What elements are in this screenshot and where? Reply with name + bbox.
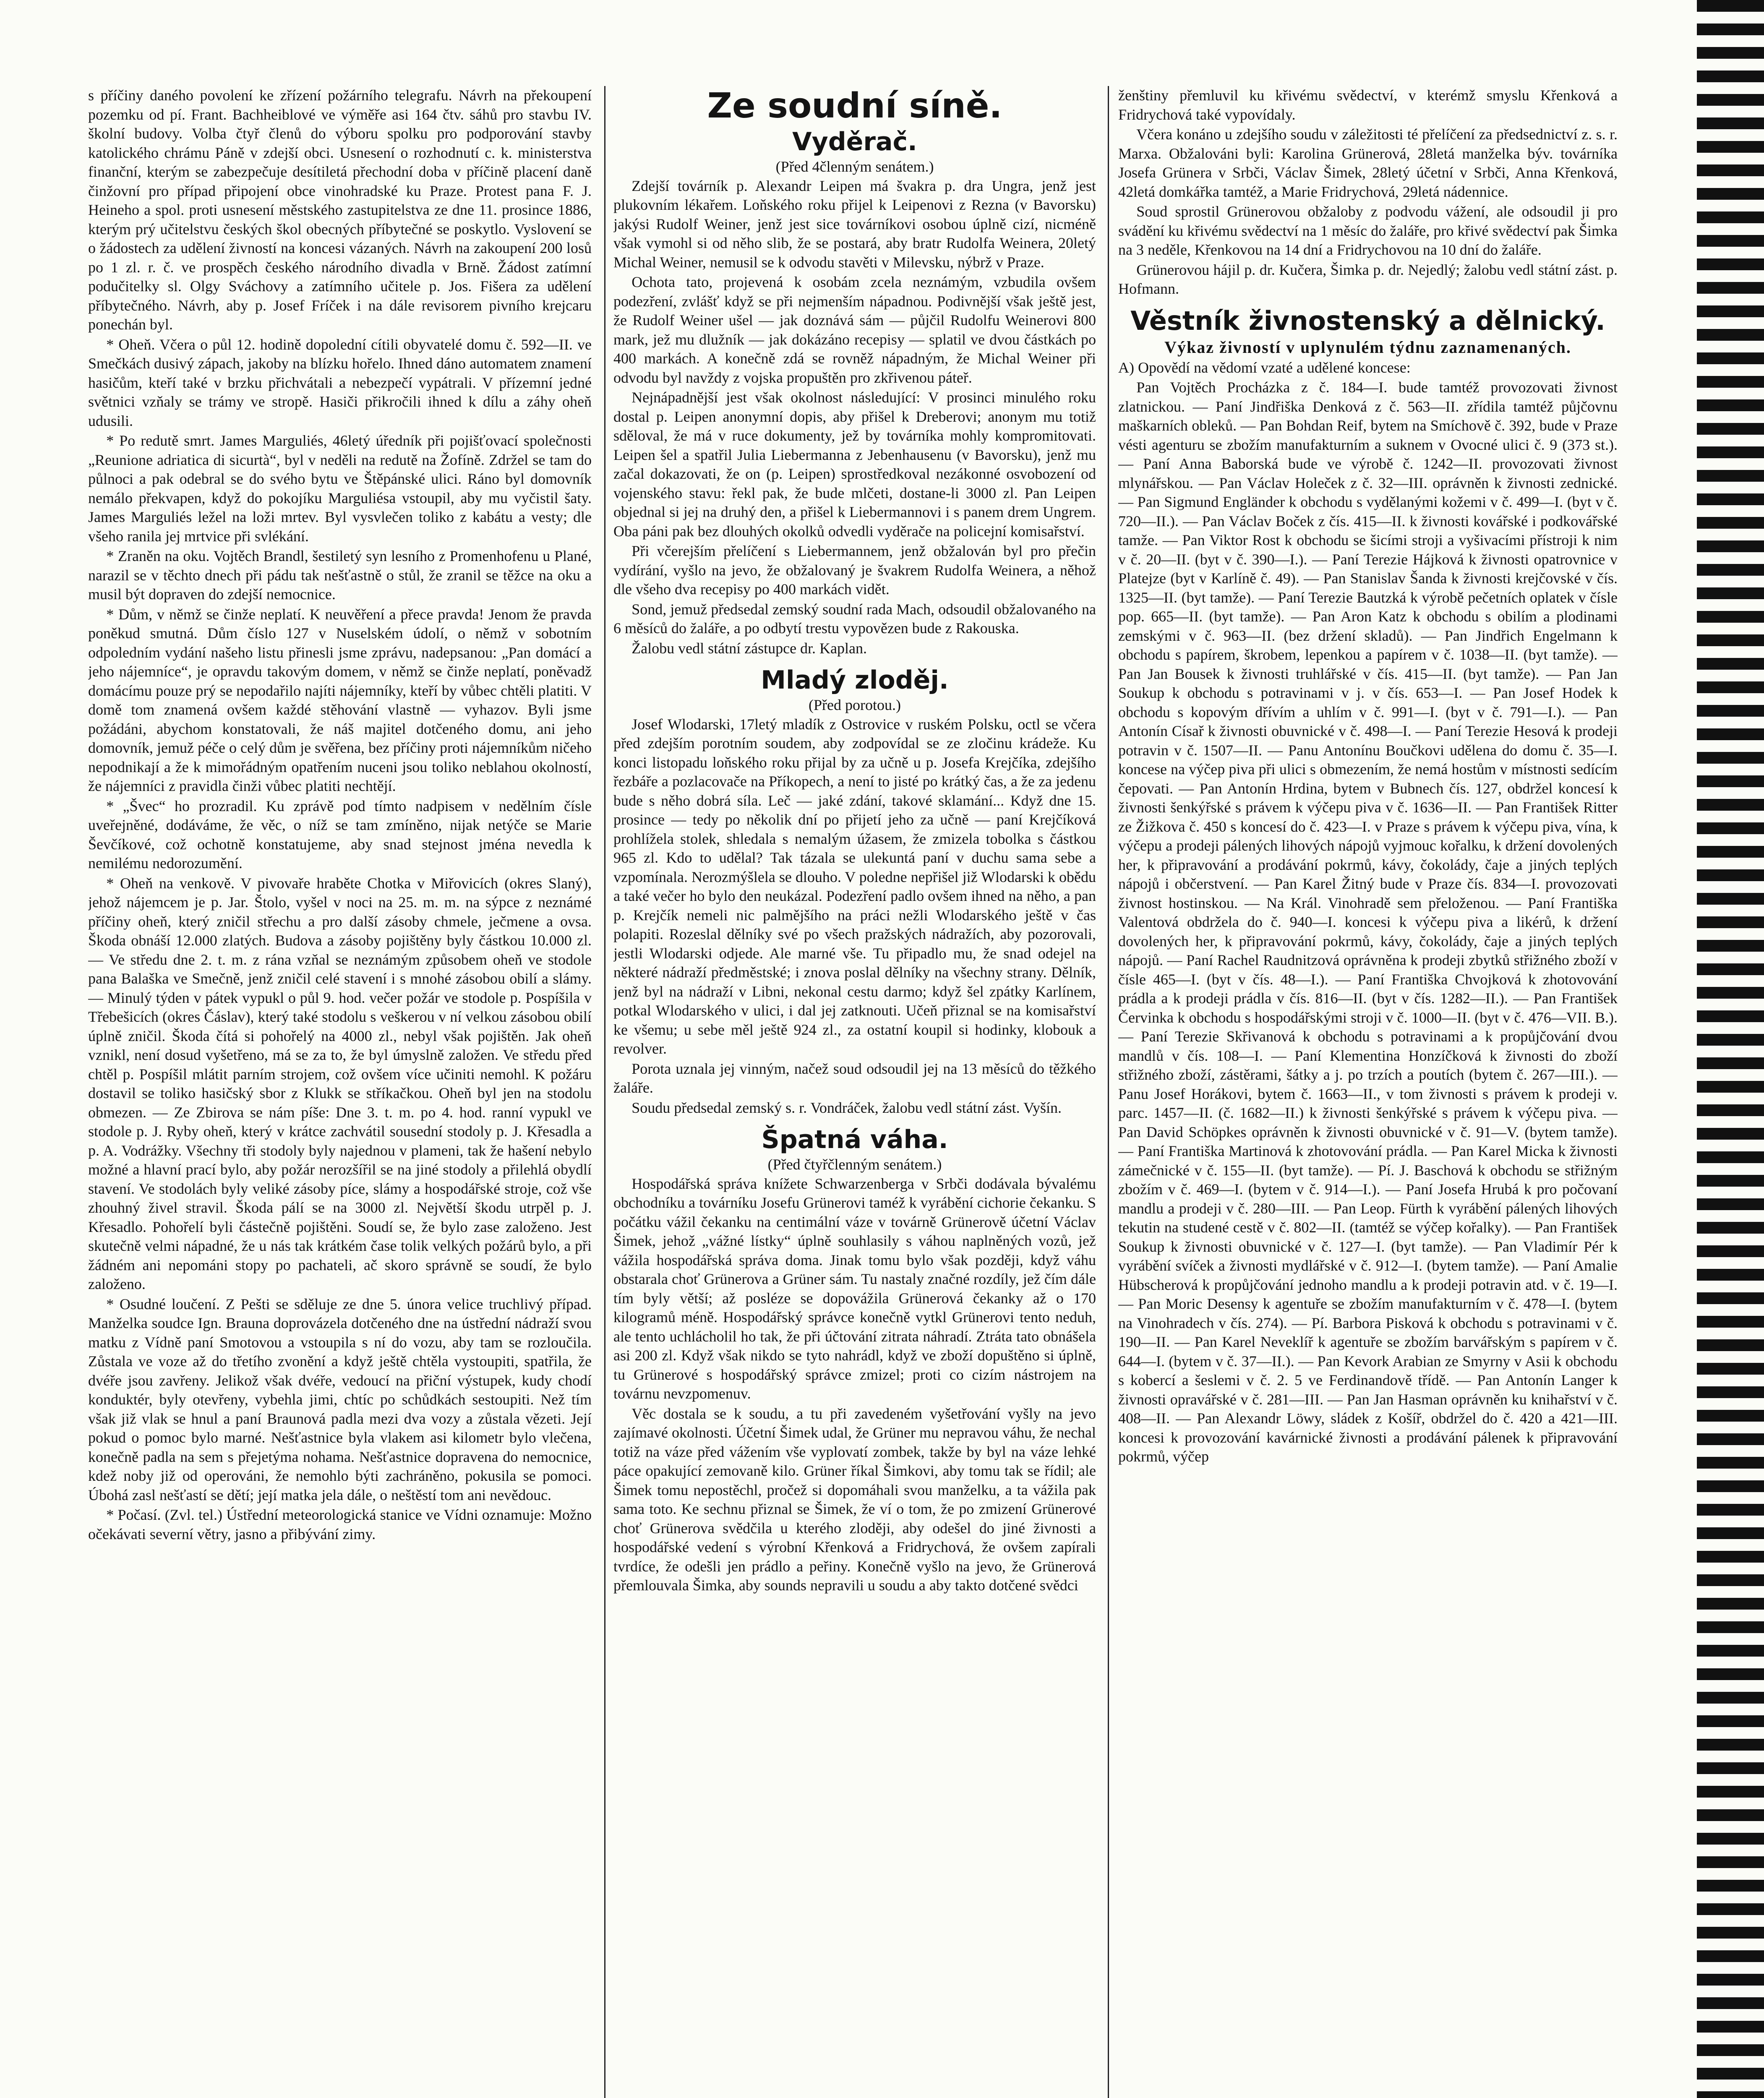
- left-column: [88, 86, 592, 2098]
- trade-list: Pan Vojtěch Procházka z č. 184—I. bude tamtéž provozovati živnost zlatnickou. — Paní Jindřiška Denková z č. 563—II. zřídila tamtéž půjčovnu maškarních obleků. — Pan Bohdan Reif, bytem na Smíchově č. 392, bude v Praze vésti agenturu se zbožím manufakturním a suknem v Ovocné ulici č. 9 (373 st.). — Paní Anna Baborská bude ve výrobě č. 1242—II. provozovati živnost mlynářskou. — Pan Václav Holeček z č. 32—III. oprávněn k živnosti zednické. — Pan Sigmund Engländer k obchodu s vydělanými kožemi v č. 499—I. (byt v č. 720—II.). — Pan Václav Boček z čís. 415—II. k živnosti kovářské i podkovářské tamže. — Pan Viktor Rost k obchodu se šicími stroji a vyšivacími přístroji k nim v č. 20—II. (byt v č. 390—I.). — Paní Terezie Hájková k živnosti opatrovnice v Platejze (byt v Karlíně č. 49). — Pan Stanislav Šanda k živnosti krejčovské v čís. 1325—II. (byt tamže). — Paní Terezie Bautzká k výrobě pečetních oplatek v čísle pop. 665—II. (byt tamže). — Pan Aron Katz k obchodu s obilím a plodinami zemskými v č. 963—II. (bez držení skladů). — Pan Jindřich Engelmann k obchodu s papírem, škrobem, lepenkou a papírem v č. 1038—II. (byt tamže). — Pan Jan Bousek k živnosti truhlářské v čís. 415—II. (byt tamže). — Pan Jan Soukup k obchodu s potravinami v j. v čís. 653—I. — Pan Josef Hodek k obchodu s kopovým dřívím a uhlím v č. 991—I. (byt v č. 791—I.). — Pan Antonín Císař k živnosti obuvnické v č. 498—I. — Paní Terezie Hesová k prodeji potravin v č. 1507—II. — Panu Antonínu Boučkovi udělena do domu č. 35—I. koncese na výčep piva při ulici s obmezením, že nemá hostům v místnosti sedícím čepovati. — Pan Antonín Hrdina, bytem v Bubnech čís. 127, obdržel koncesí k živnosti šenkýřské s právem k výčepu piva v č. 1636—II. — Pan František Ritter ze Žižkova č. 450 s koncesí do č. 423—I. v Praze s právem k výčepu piva, vína, k výčepu a prodeji pálených lihových nápojů vyjmouc kořalku, k držení dovolených her, k připravování a prodávání pokrmů, kávy, čokolády, čaje a jiných teplých nápojů i občerstvení. — Pan Karel Žitný bude v Praze čís. 834—I. provozovati živnost hostinskou. — Na Král. Vinohradě sem přeloženou. — Paní Františka Valentová obdržela do č. 940—I. koncesi k výčepu piva a likérů, k držení dovolených her, k připravování pokrmů, kávy, čokolády, čaje a jiných teplých nápojů. — Paní Rachel Raudnitzová oprávněna k prodeji zbytků střižného zboží v čísle 465—I. (byt v čís. 48—I.). — Paní Františka Chvojková k zhotovování prádla a k prodeji prádla v čís. 816—II. (byt v čís. 1282—II.). — Pan František Červinka k obchodu s hospodářskými stroji v č. 1000—II. (byt v č. 476—VII. B.). — Paní Terezie Skřivanová k obchodu s potravinami a k propůjčování dvou mandlů v čís. 108—I. — Paní Klementina Honzíčková k živnosti do zboží střižného zboží, zástěrami, šátky a j. po trzích a poutích (bytem č. 267—III.). — Panu Josef Horákovi, bytem č. 1663—II., v tom živnosti s právem k prodeji v. parc. 1457—II. (č. 1682—II.) k živnosti šenkýřské s právem k výčepu piva. — Pan David Schöpkes oprávněn k živnosti obuvnické v č. 91—V. (bytem tamže). — Paní Františka Martinová k zhotovování prádla. — Pan Karel Micka k živnosti zámečnické v č. 155—II. (byt tamže). — Pí. J. Baschová k obchodu se střižným zbožím v č. 469—I. (bytem v č. 914—I.). — Paní Josefa Hrubá k pro počovaní mandlu a prodeji v č. 280—III. — Pan Leop. Fürth k vyrábění pálených lihových tekutin na studené cestě v č. 802—II. (tamtéž se výčep kořalky). — Pan František Soukup k živnosti obuvnické v č. 127—I. (byt tamže). — Pan Vladimír Pér k vyrábění svíček a živnosti mydlářské v č. 912—I. (bytem tamže). — Paní Amalie Hübscherová k propůjčování jednoho mandlu a k prodeji potravin atd. v č. 19—I. — Pan Moric Desensy k agentuře se zbožím manufakturním v č. 478—I. (bytem na Vinohradech v čís. 274). — Pí. Barbora Pisková k obchodu s potravinami v č. 190—II. — Pan Karel Neveklíř k agentuře se zbožím barvářským s papírem v č. 644—I. (bytem v č. 37—II.). — Pan Kevork Arabian ze Smyrny v Asii k obchodu s kobercí a šeslemi v č. 2. 5 ve Ferdinandově třídě. — Pan Antonín Langer k živnosti opravářské v č. 281—III. — Pan Jan Hasman oprávněn ku knihařství v č. 408—II. — Pan Alexandr Löwy, sládek z Košíř, obdržel do č. 420 a 421—III. koncesi k provozování kavárnické živnosti a prodávání pálenek k připravování pokrmů, výčep: [1118, 379, 1618, 1465]
- article-court-note: (Před čtyřčlenným senátem.): [767, 1156, 942, 1173]
- article-paragraph: Sond, jemuž předsedal zemský soudní rada Mach, odsoudil obžalovaného na 6 měsíců do žaláře, a po odbytí trestu vypovězen bude z Rakouska.: [613, 600, 1096, 637]
- article-paragraph: Soud sprostil Grünerovou obžaloby z podvodu vážení, ale odsoudil ji pro svádění ku křivému svědectví na 1 měsíc do žaláře, pro křivé svědectví pak Šimka na 3 neděle, Křenkovou na 14 dní a Fridrychovou na 10 dní do žaláře.: [1118, 203, 1618, 258]
- middle-column: [613, 86, 1096, 2098]
- news-item-death-after-ball: * Po redutě smrt. James Marguliés, 46letý úředník při pojišťovací společnosti „Reunione adriatica di sicurtà“, byl v neděli na redutě na Žofíně. Zdržel se tam do půlnoci a pak odebral se do svého bytu ve Štěpánské ulici. Ráno byl domovník nemálo překvapen, když do pokojíku Marguliésa vstoupil, aby mu vyčistil šaty. James Marguliés ležel na loži mrtev. Byl vysvlečen toliko z kabátu a vesty; dle všeho ranila jej mrtvice při svlékání.: [88, 432, 592, 545]
- article-title-bad-scale: Špatná váha.: [761, 1125, 948, 1154]
- article-paragraph: Porota uznala jej vinným, načež soud odsoudil jej na 13 měsíců do těžkého žaláře.: [613, 1060, 1096, 1096]
- section-title-trade: Věstník živnostenský a dělnický.: [1130, 305, 1605, 336]
- article-paragraph: Grünerovou hájil p. dr. Kučera, Šimka p. dr. Nejedlý; žalobu vedl státní zást. p. Hofmann.: [1118, 261, 1618, 297]
- section-subtitle: Výkaz živností v uplynulém týdnu zaznamenaných.: [1164, 337, 1571, 357]
- column-divider: [1108, 86, 1109, 2098]
- article-paragraph: Žalobu vedl státní zástupce dr. Kaplan.: [631, 639, 867, 657]
- article-paragraph: Josef Wlodarski, 17letý mladík z Ostrovice v ruském Polsku, octl se včera před zdejším porotním soudem, aby zodpovídal se ze zločinu krádeže. Ku konci listopadu loňského roku přijal by za učně u p. Josefa Krejčíka, zdejšího řezbáře a pozlacovače na Příkopech, a není to jisté po krátký čas, a že za jedenu bude s něho dobrá síla. Leč — jaké zdání, takové sklamání... Když dne 15. prosince — tedy po několik dní po přijetí jeho za učně — paní Krejčíková prohlížela stolek, shledala s nemalým úžasem, že zmizela tobolka s částkou 965 zl. Kdo to udělal? Tak tázala se ulekuntá paní v duchu sama sebe a vzpomínala. Nerozmýšlela se dlouho. V poledne nepřišel již Wlodarski k obědu a také večer ho bylo den neukázal. Podezření padlo ovšem ihned na něho, a pan p. Krejčík nemeli nic palmějšího na práci nežli Wlodarského ještě v čas polapiti. Rozeslal dělníky své po všech pražských nádražích, aby pozorovali, jestli Wlodarski odjede. Ale marné vše. Tu připadlo mu, že snad odejel na některé nádraží předměstské; i znova poslal dělníky na všechny strany. Dělník, jenž byl na nádraží v Libni, nekonal cestu darmo; když šel zpátky Karlínem, potkal Wlodarského v ulici, i dal jej zatknouti. Učeň přiznal se na komisařství ke všemu; u sebe měl ještě 924 zl., za ostatní koupil si hodinky, klobouk a revolver.: [613, 715, 1096, 1057]
- article-paragraph: Včera konáno u zdejšího soudu v záležitosti té přelíčení za předsednictví z. s. r. Marxa. Obžalováni byli: Karolina Grünerová, 28letá manželka býv. továrníka Josefa Grünera v Srbči, Václav Šimek, 28letý účetní v Srbči, Anna Křenková, 42letá domkářka tamtéž, a Marie Fridrychová, 29letá nádennice.: [1118, 126, 1618, 200]
- article-paragraph: Soudu předsedal zemský s. r. Vondráček, žalobu vedl státní zást. Vyšín.: [631, 1099, 1062, 1116]
- article-paragraph: Nejnápadnější jest však okolnost následující: V prosinci minulého roku dostal p. Leipen anonymní dopis, aby přišel k Dreberovi; anonym mu totiž sděloval, že má v ruce dokumenty, jež by továrníka mohly kompromitovati. Leipen šel a spatřil Julia Liebermanna z Jebenhausenu (v Bavorsku), jenž mu začal dokazovati, že on (p. Leipen) sprostředkoval nezákonné osvobození od vojenského stavu: řekl pak, že bude mlčeti, dostane-li 3000 zl. Pan Leipen objednal si jej na druhý den, a přišel k Liebermannovi i s panem drem Ungrem. Oba páni pak bez dlouhých okolků odvedli vyděrače na policejní komisařství.: [613, 389, 1096, 540]
- news-item-rent-house: * Dům, v němž se činže neplatí. K neuvěření a přece pravda! Jenom že pravda poněkud smutná. Dům číslo 127 v Nuselském údolí, o němž v sobotním odpoledním vydání našeho listu přinesli jsme zprávu, nadepsanou: „Pan domácí a jeho nájemníce“, je opravdu takovým domem, v němž se činže neplatí, poněvadž domácímu pouze prý se nepodařilo najíti nájemníky, kteří by vůbec chtěli platiti. V domě tom znamená ovšem každé stěhování vlastně — vyhazov. Byli jsme požádáni, abychom konstatovali, že náš majitel dotčeného domu, ani jeho domovník, jemuž péče o celý dům je svěřena, bez příčiny proti nájemníkům ničeho nepodnikají a že k mimořádným opatřením nuceni jsou toliko neblahou okolností, že nájemníci z pravidla činži vůbec platiti nechtějí.: [88, 605, 592, 794]
- section-title-court: Ze soudní síně.: [707, 86, 1002, 126]
- article-title-young-thief: Mladý zloděj.: [761, 665, 949, 695]
- right-column: [1118, 86, 1618, 2098]
- news-item-eye-injury: * Zraněn na oku. Vojtěch Brandl, šestiletý syn lesního z Promenhofenu u Plané, narazil se v těchto dnech při pádu tak nešťastně o stůl, že zranil se těžce na oku a musil být dopraven do zdejší nemocnice.: [88, 548, 592, 603]
- column-divider: [604, 86, 605, 2098]
- article-bad-scale: [613, 1124, 1096, 1595]
- article-paragraph: ženštiny přemluvil ku křivému svědectví, v kterémž smyslu Křenková a Fridrychová také vypovídaly.: [1118, 87, 1618, 123]
- trade-bulletin: [1118, 305, 1618, 1467]
- news-item-rural-fires: * Oheň na venkově. V pivovaře hraběte Chotka v Miřovicích (okres Slaný), jehož nájemcem je p. Jar. Štolo, vyšel v noci na 25. m. m. na sýpce z neznámé příčiny oheň, který zničil střechu a pro další zásoby chmele, ječmene a ovsa. Škoda obnáší 12.000 zlatých. Budova a zásoby pojištěny byly částkou 10.000 zl. — Ve středu dne 2. t. m. z rána vzňal se neznámým způsobem oheň ve stodole pana Balaška ve Smečně, jenž zničil celé stavení i s mnohé zásobou obilí a slámy. — Minulý týden v pátek vypukl o půl 9. hod. večer požár ve stodole p. Pospíšila v Třebešicích (okres Čáslav), který také stodolu s veškerou v ní velkou zásobou obilí úplně zničil. Škoda čítá si pohořelý na 4000 zl., nebyl však pojištěn. Jak oheň vznikl, není dosud vyšetřeno, má se za to, že byl úmyslně založen. Ve středu před chtěl p. Pospíšil mlátit parním strojem, což ovšem více učiniti nemohl. K požáru dostavil se toliko hasičský sbor z Klukk se stříkačkou. Oheň byl jen na stodolu obmezen. — Ze Zbirova se nám píše: Dne 3. t. m. po 4. hod. ranní vypukl ve stodole p. J. Ryby oheň, který v krátce zachvátil sousední stodoly p. J. Křesadla a p. A. Vodrážky. Všechny tři stodoly byly najednou v plameni, tak že hašení nebylo možné a hlavní prací bylo, aby požár nerozšířil se na jiné stodoly a přilehlá obydlí stavení. Ve stodolách byly veliké zásoby píce, slámy a hospodářské stroje, což vše zhouhný živel stravil. Škoda pálí se na 3000 zl. Největší škodu utrpěl p. J. Křesadlo. Pohořelí byli částečně pojištěni. Soudí se, že bylo zase založeno. Jest skutečně velmi nápadné, že u nás tak krátkém čase tolik velkých požárů bylo, a při žádném ani nepománi stopy po pachateli, ač skoro správně se soudí, že bylo založeno.: [88, 874, 592, 1292]
- news-item-weather: * Počasí. (Zvl. tel.) Ústřední meteorologická stanice ve Vídni oznamuje: Možno očekávati severní větry, jasno a přibývání zimy.: [88, 1506, 592, 1542]
- news-item-fire-smecky: * Oheň. Včera o půl 12. hodině dopolední cítili obyvatelé domu č. 592—II. ve Smečkách dusivý zápach, jakoby na blízku hořelo. Ihned dáno automatem znamení hasičům, kteří také v brzku přichvátali a nebezpečí vypátrali. V přízemní jedné světnici vzňaly se trámy ve stropě. Hasiči přikročili ihned k dílu a záhy oheň udusili.: [88, 336, 592, 429]
- article-paragraph: Hospodářská správa knížete Schwarzenberga v Srbči dodávala bývalému obchodníku a továrníku Josefu Grünerovi taméž k vyrábění cichorie čekanku. S počátku vážil čekanku na centimální váze v továrně Grünerově účetní Václav Šimek, jehož „vážné lístky“ úplně souhlasily s váhou naplněných vozů, jež vážila hospodářská správa doma. Jinak tomu bylo však později, když váhu obstarala choť Grünerova a Grüner sám. Tu nastaly značné rozdíly, jež čím dále tím byly větší; až posléze se dopovážila Grünerová čekanky až o 170 kilogramů méně. Hospodářský správce konečně vytkl Grünerovi tento neduh, ale tento uchlácholil ho tak, že při účtování zitrata náhradí. Ztráta tato obnášela asi 200 zl. Když však nikdo se tyto nahrádl, když ve zboží dopuštěno si úplně, tu Grünerové s hospodářský správce zmizel; proti co cizím nástrojem na továrnu nevzpomenuv.: [613, 1175, 1096, 1402]
- article-paragraph: Zdejší továrník p. Alexandr Leipen má švakra p. dra Ungra, jenž jest plukovním lékařem. Loňského roku přijel k Leipenovi z Rezna (v Bavorsku) jakýsi Rudolf Weiner, jenž jest sice továrníkovi osobou úplně cizí, nicméně však vymohl si od něho slib, že se postará, aby bratr Rudolfa Weinera, 20letý Michal Weiner, nemusil se k odvodu stavěti v Milevsku, nýbrž v Praze.: [613, 177, 1096, 271]
- article-title-extortionist: Vyděrač.: [792, 127, 917, 157]
- article-court-note: (Před 4členným senátem.): [775, 158, 934, 175]
- article-paragraph: Věc dostala se k soudu, a tu při zavedeném vyšetřování vyšly na jevo zajímavé okolnosti. Účetní Šimek udal, že Grüner mu nepravou váhu, že nechal totiž na váze před vážením vše vyplovatí zombek, takže by byl na váze lehké páce opakující zemovaně kilo. Grüner říkal Šimkovi, aby tomu tak se řídil; ale Šimek tomu nepostěchl, pročež si dopomáhali svou manželku, a ta vážila pak sama toto. Ke sechnu přiznal se Šimek, že ví o tom, že po zmizení Grünerové choť Grünerova svědčila u kterého zloději, aby odešel do jiné živnosti a hospodářské vedení s výrobní Křenková a Fridrychová, že ovšem zapírali tvrdíce, že odešli jen prádlo a peřiny. Konečně vyšlo na jevo, že Grünerová přemlouvala Šimka, aby sounds nepravili u soudu a aby takto dotčené svědci: [613, 1405, 1096, 1594]
- article-paragraph: Při včerejším přelíčení s Liebermannem, jenž obžalován byl pro přečin vydírání, vyšlo na jevo, že obžalovaný je švakrem Rudolfa Weinera, a něhož dle všeho dva recepisy po 400 markách vidět.: [613, 543, 1096, 598]
- news-item-council-agenda: s příčiny daného povolení ke zřízení požárního telegrafu. Návrh na překoupení pozemku od pí. Frant. Bachheiblové ve výměře asi 164 čtv. sáhů pro stavbu IV. školní budovy. Volba čtyř členů do výboru spolku pro podporování stavby katolického chrámu Páně v zdejší obci. Usnesení o rozhodnutí c. k. ministerstva finanční, kterým se zabezpečuje desítiletá přechodní doba v příčině placení daně činžovní pro případ připojení obce vinohradské ku Praze. Protest pana F. J. Heineho a spol. proti usnesení městského zastupitelstva ze dne 11. prosince 1886, kterým prý učitelstvu českých škol obecných příbytečné se poskytlo. Vyslovení se o žádostech za udělení živností na koncesi vázaných. Návrh na zakoupení 200 losů po 1 zl. r. č. ve prospěch českého národního divadla v Brně. Žádost zatímní podučitelky sl. Olgy Sváchovy a zatímního učitele p. Jos. Fišera za udělení příbytečného. Návrh, aby p. Josef Fríček i na dále revisorem pivního krejcaru ponechán byl.: [88, 87, 592, 333]
- news-item-correction: * „Švec“ ho prozradil. Ku zprávě pod tímto nadpisem v nedělním čísle uveřejněné, dodáváme, že věc, o níž se tam zmíněno, nijak netýče se Marie Ševčíkové, což ochotně konstatujeme, aby snad stejnost jména nevedla k nemilému nedorozumění.: [88, 797, 592, 872]
- film-edge-strip: [1697, 0, 1764, 2098]
- article-paragraph: Ochota tato, projevená k osobám zcela neznámým, vzbudila ovšem podezření, zvlášť když se při nejmenším nápadnou. Podivnější však ještě jest, že Rudolf Weiner ušel — jak doznává sám — půjčil Rudolfu Weinerovi 800 mark, jež mu dlužník — jak dokázáno recepisy — splatil ve dvou částkách po 400 markách. A konečně zdá se rovněž nápadným, že Michal Weiner při odvodu byl navždy z vojska propuštěn pro zkřivenou páteř.: [613, 274, 1096, 386]
- news-item-fatal-farewell: * Osudné loučení. Z Pešti se sděluje ze dne 5. února velice truchlivý případ. Manželka soudce Ign. Brauna doprovázela dotčeného dne na ústřední nádraží svou matku z Vídně paní Smotovou a vstoupila s ní do vozu, aby tam se rozloučila. Zůstala ve voze až do třetího zvonění a když ještě chtěla vystoupiti, spatřila, že dvéře jsou zavřeny. Jelikož však dvéře, vedoucí na přiční výstupek, kudy chodí konduktér, byly otevřeny, vybehla jimi, chtíc po schůdkách sestoupiti. Než tím však již vlak se hnul a paní Braunová padla mezi dva vozy a zůstala vězeti. Její pokud o pomoc bylo marné. Nešťastnice byla vlakem asi kilometr bylo vlečena, konečně padla na sem s přejetýma nohama. Nešťastnice dopravena do nemocnice, kdež noby již od operováni, že nemohlo býti zachráněno, pokusila se pomoci. Úbohá zasl nešťastí se dětí; její matka jela dále, o neštěstí tom ani nevědouc.: [88, 1295, 592, 1503]
- subsection-heading: A) Opovědí na vědomí vzaté a udělené koncese:: [1118, 359, 1411, 376]
- article-young-thief: [613, 665, 1096, 1117]
- article-court-note: (Před porotou.): [809, 697, 901, 713]
